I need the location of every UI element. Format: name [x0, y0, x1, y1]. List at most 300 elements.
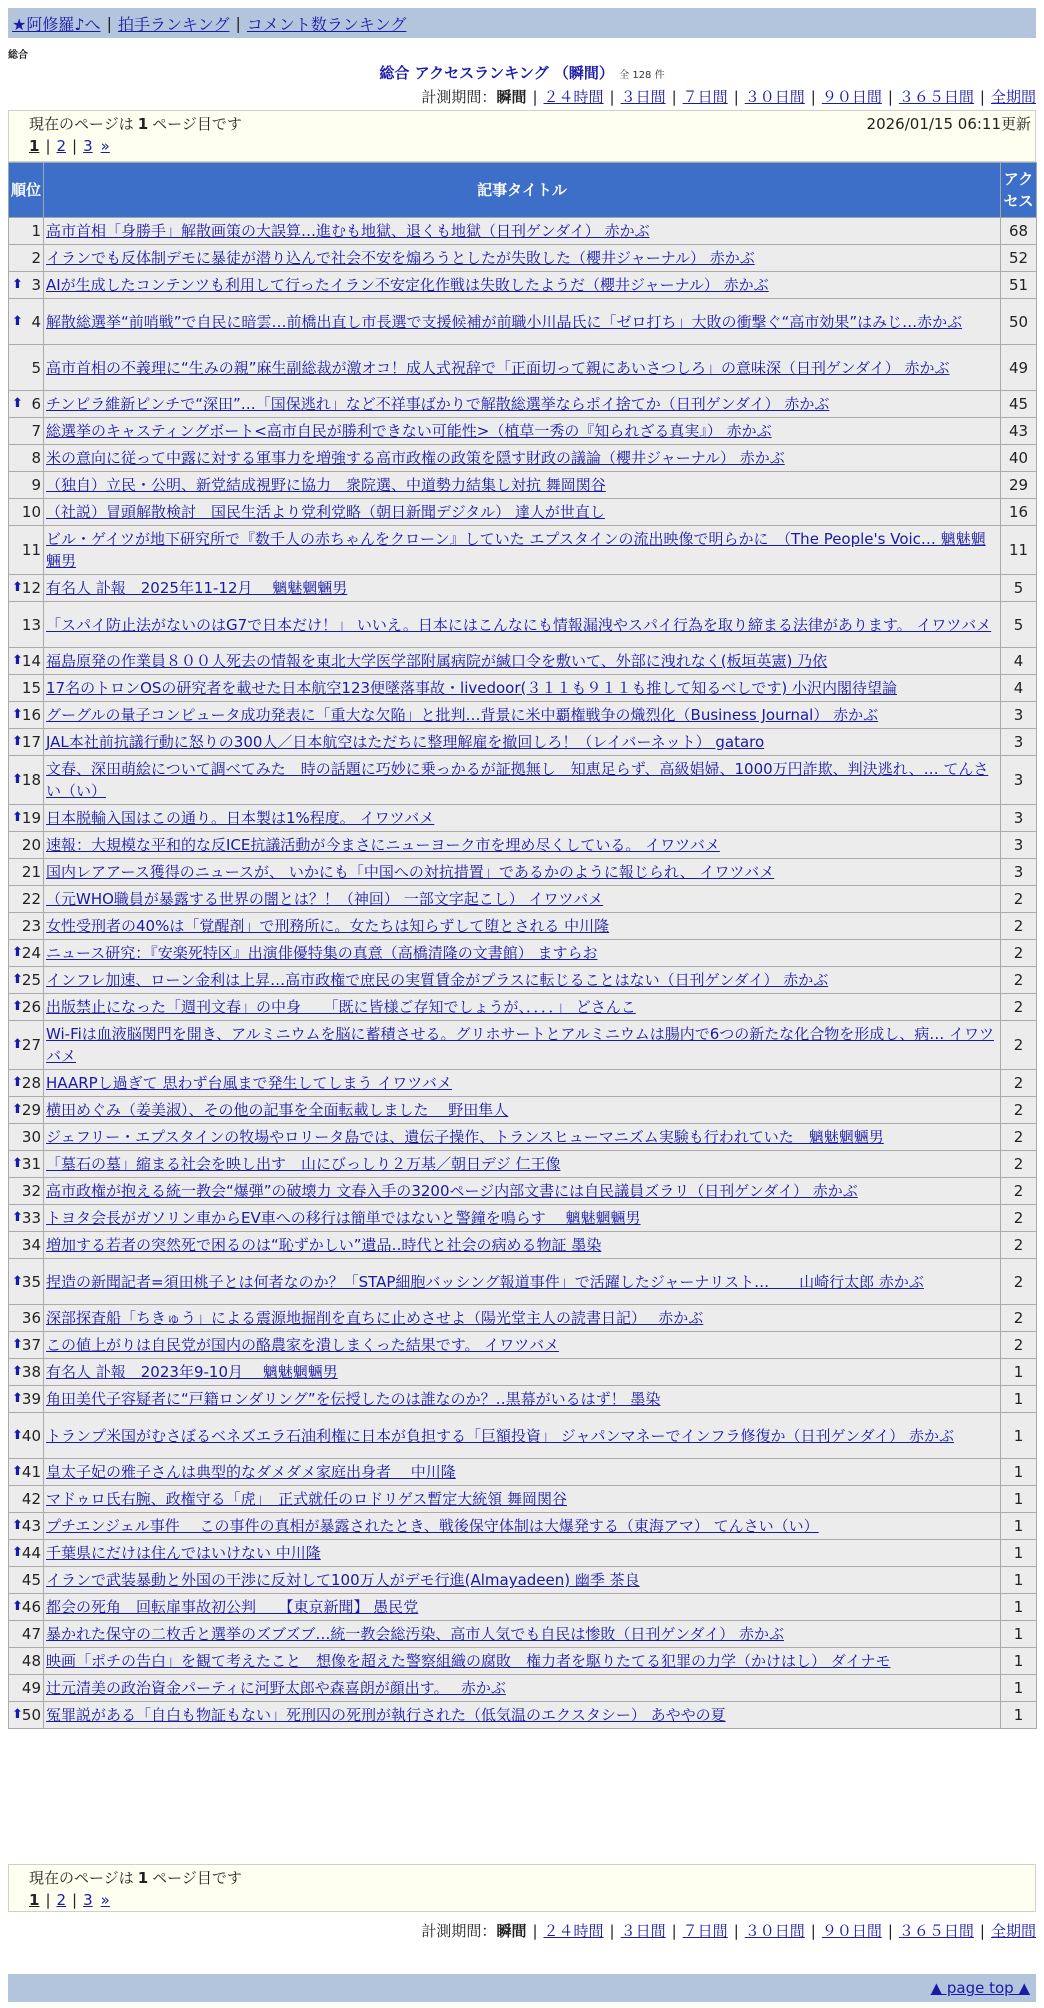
article-link[interactable]: ジェフリー・エプスタインの牧場やロリータ島では、遺伝子操作、トランスヒューマニズム実験も行われていた 魑魅魍魎男: [46, 1128, 884, 1146]
period-link[interactable]: ９０日間: [821, 88, 882, 106]
current-page: 1: [29, 137, 40, 155]
article-link[interactable]: 高市首相「身勝手」解散画策の大誤算…進むも地獄、退くも地獄（日刊ゲンダイ） 赤かぶ: [46, 222, 650, 240]
rank-number: 41: [21, 1463, 41, 1481]
rank-up-arrow-icon: ⬆: [12, 396, 23, 411]
ranking-title: 総合 アクセスランキング （瞬間）: [379, 64, 614, 82]
rank-cell: [9, 1124, 44, 1151]
rank-number: 28: [21, 1074, 41, 1092]
table-row: [9, 1097, 1037, 1124]
article-link[interactable]: 高市首相の不義理に“生みの親”麻生副総裁が激オコ！成人式祝辞で「正面切って親にあいさつしろ」の意味深（日刊ゲンダイ） 赤かぶ: [46, 358, 950, 377]
rank-cell: [9, 1513, 44, 1540]
rank-cell: [9, 1413, 44, 1459]
period-link[interactable]: ３６５日間: [898, 1922, 974, 1940]
article-link[interactable]: プチエンジェル事件 この事件の真相が暴露されたとき、戦後保守体制は大爆発する（東海アマ） てんさい（い）: [46, 1517, 819, 1535]
rank-number: 26: [21, 998, 41, 1016]
page-status-suffix: ページ目です: [152, 1869, 242, 1887]
title-cell: [44, 729, 1001, 756]
rank-cell: [9, 391, 44, 418]
page-separator: |: [45, 137, 51, 155]
title-cell: [44, 1459, 1001, 1486]
rank-cell: [9, 967, 44, 994]
page-status-number: 1: [137, 1869, 149, 1887]
rank-cell: [9, 472, 44, 499]
article-link[interactable]: 皇太子妃の雅子さんは典型的なダメダメ家庭出身者 中川隆: [46, 1463, 456, 1481]
title-cell: [44, 445, 1001, 472]
access-count: 1: [1001, 1413, 1037, 1459]
rank-cell: [9, 913, 44, 940]
rank-cell: [9, 418, 44, 445]
rank-number: 30: [21, 1128, 41, 1146]
rank-cell: [9, 499, 44, 526]
page-link[interactable]: 2: [56, 1891, 67, 1909]
article-link[interactable]: 都会の死角 回転扉事故初公判 【東京新聞】 愚民党: [46, 1598, 419, 1616]
article-link[interactable]: JAL本社前抗議行動に怒りの300人／日本航空はただちに整理解雇を撤回しろ！（レイバーネット） gataro: [46, 733, 765, 751]
table-row: [9, 472, 1037, 499]
access-count: 1: [1001, 1675, 1037, 1702]
access-count: 2: [1001, 886, 1037, 913]
article-link[interactable]: チンピラ維新ピンチで“深田”…「国保逃れ」など不祥事ばかりで解散総選挙ならポイ捨てか（日刊ゲンダイ） 赤かぶ: [46, 395, 830, 413]
article-link[interactable]: グーグルの量子コンピュータ成功発表に「重大な欠陥」と批判…背景に米中覇権戦争の熾烈化（Business Journal） 赤かぶ: [46, 706, 879, 724]
table-row: [9, 1021, 1037, 1070]
applause-ranking-link[interactable]: 拍手ランキング: [117, 14, 230, 34]
article-link[interactable]: 「スパイ防止法がないのはG7で日本だけ！」 いいえ。日本にはこんなにも情報漏洩やスパイ行為を取り締まる法律があります。 イワツバメ: [46, 615, 992, 634]
access-count: 1: [1001, 1594, 1037, 1621]
article-link[interactable]: マドゥロ氏右腕、政権守る「虎」 正式就任のロドリゲス暫定大統領 舞岡関谷: [46, 1490, 567, 1508]
title-cell: [44, 1413, 1001, 1459]
table-row: [9, 245, 1037, 272]
rank-cell: [9, 299, 44, 345]
rank-up-arrow-icon: ⬆: [12, 945, 23, 960]
title-cell: [44, 472, 1001, 499]
rank-number: 1: [31, 222, 41, 240]
rank-cell: [9, 648, 44, 675]
article-link[interactable]: HAARPし過ぎて 思わず台風まで発生してしまう イワツバメ: [46, 1074, 452, 1092]
rank-number: 40: [21, 1426, 41, 1445]
table-row: [9, 702, 1037, 729]
page-top-link[interactable]: ▲ page top ▲: [930, 1979, 1030, 1997]
table-row: [9, 218, 1037, 245]
article-link[interactable]: AIが生成したコンテンツも利用して行ったイラン不安定化作戦は失敗したようだ（櫻井ジャーナル） 赤かぶ: [46, 276, 769, 294]
period-link[interactable]: 全期間: [990, 1922, 1036, 1940]
access-count: 2: [1001, 1332, 1037, 1359]
title-cell: [44, 648, 1001, 675]
page-status: [29, 1867, 1035, 1888]
rank-cell: [9, 445, 44, 472]
table-row: [9, 345, 1037, 391]
rank-cell: [9, 1594, 44, 1621]
rank-up-arrow-icon: ⬆: [12, 1545, 23, 1560]
rank-up-arrow-icon: ⬆: [12, 1599, 23, 1614]
current-page: 1: [29, 1891, 40, 1909]
rank-cell: [9, 940, 44, 967]
period-separator: |: [733, 1922, 739, 1940]
period-separator: |: [609, 1922, 615, 1940]
table-row: [9, 602, 1037, 648]
access-count: 2: [1001, 1232, 1037, 1259]
period-current: 瞬間: [496, 88, 527, 106]
title-cell: [44, 756, 1001, 805]
title-cell: [44, 1486, 1001, 1513]
access-count: 3: [1001, 805, 1037, 832]
article-link[interactable]: 深部探査船「ちきゅう」による震源地掘削を直ちに止めさせよ（陽光堂主人の読書日記） 赤かぶ: [46, 1309, 704, 1327]
title-cell: [44, 1021, 1001, 1070]
article-link[interactable]: 角田美代子容疑者に“戸籍ロンダリング”を伝授したのは誰なのか？‥黒幕がいるはず！ 墨染: [46, 1390, 661, 1408]
article-link[interactable]: 速報：大規模な平和的な反ICE抗議活動が今まさにニューヨーク市を埋め尽くしている。 イワツバメ: [46, 836, 720, 854]
rank-cell: [9, 526, 44, 575]
table-row: [9, 1386, 1037, 1413]
page-link[interactable]: 2: [56, 137, 67, 155]
rank-up-arrow-icon: ⬆: [12, 580, 23, 595]
period-label: 計測期間：: [421, 88, 497, 106]
period-separator: |: [532, 1922, 538, 1940]
period-link[interactable]: ３日間: [620, 88, 666, 106]
ranking-body: [9, 218, 1037, 1729]
access-count: 3: [1001, 729, 1037, 756]
table-row: [9, 1413, 1037, 1459]
page-status-prefix: 現在のページは: [29, 1869, 134, 1887]
rank-up-arrow-icon: ⬆: [12, 1464, 23, 1479]
article-link[interactable]: イランでも反体制デモに暴徒が潜り込んで社会不安を煽ろうとしたが失敗した（櫻井ジャーナル） 赤かぶ: [46, 249, 755, 267]
article-link[interactable]: 辻元清美の政治資金パーティに河野太郎や森喜朗が顔出す。 赤かぶ: [46, 1679, 506, 1697]
access-count: 2: [1001, 1097, 1037, 1124]
access-count: 2: [1001, 967, 1037, 994]
article-link[interactable]: 有名人 訃報 2023年9-10月 魑魅魍魎男: [46, 1363, 338, 1381]
rank-number: 20: [21, 836, 41, 854]
period-selector-top: [421, 86, 1036, 107]
rank-cell: [9, 1332, 44, 1359]
rank-number: 15: [21, 679, 41, 697]
article-link[interactable]: 米の意向に従って中露に対する軍事力を増強する高市政権の政策を隠す財政の議論（櫻井ジャーナル） 赤かぶ: [46, 449, 785, 467]
rank-cell: [9, 1070, 44, 1097]
period-separator: |: [887, 1922, 893, 1940]
period-separator: |: [532, 88, 538, 106]
title-cell: [44, 1305, 1001, 1332]
page-status-suffix: ページ目です: [152, 115, 242, 133]
title-cell: [44, 299, 1001, 345]
rank-cell: [9, 1459, 44, 1486]
table-row: [9, 1259, 1037, 1305]
period-separator: |: [979, 1922, 985, 1940]
rank-number: 11: [21, 541, 41, 559]
rank-cell: [9, 1386, 44, 1413]
rank-number: 44: [21, 1544, 41, 1562]
rank-cell: [9, 1151, 44, 1178]
rank-cell: [9, 1097, 44, 1124]
access-count: 29: [1001, 472, 1037, 499]
title-cell: [44, 832, 1001, 859]
access-count: 45: [1001, 391, 1037, 418]
access-count: 11: [1001, 526, 1037, 575]
total-count: 全 128 件: [619, 70, 665, 81]
rank-cell: [9, 602, 44, 648]
article-link[interactable]: 福島原発の作業員８００人死去の情報を東北大学医学部附属病院が緘口令を敷いて、外部に洩れなく(板垣英憲) 乃依: [46, 652, 828, 670]
footer-bar: [8, 1974, 1036, 2002]
table-row: [9, 675, 1037, 702]
rank-cell: [9, 859, 44, 886]
access-count: 3: [1001, 702, 1037, 729]
title-cell: [44, 940, 1001, 967]
page-link[interactable]: 3: [83, 1891, 93, 1909]
table-row: [9, 1594, 1037, 1621]
article-link[interactable]: 暴かれた保守の二枚舌と選挙のズブズブ…統一教会総汚染、高市人気でも自民は惨敗（日刊ゲンダイ） 赤かぶ: [46, 1625, 784, 1643]
article-link[interactable]: この値上がりは自民党が国内の酪農家を潰しまくった結果です。 イワツバメ: [46, 1336, 559, 1354]
table-row: [9, 1702, 1037, 1729]
rank-up-arrow-icon: ⬆: [12, 277, 23, 292]
period-separator: |: [887, 88, 893, 106]
article-link[interactable]: 千葉県にだけは住んではいけない 中川隆: [46, 1544, 321, 1562]
access-count: 2: [1001, 1259, 1037, 1305]
rank-number: 43: [21, 1517, 41, 1535]
title-cell: [44, 702, 1001, 729]
access-count: 2: [1001, 994, 1037, 1021]
table-row: [9, 391, 1037, 418]
table-row: [9, 805, 1037, 832]
article-link[interactable]: 17名のトロンOSの研究者を載せた日本航空123便墜落事故・livedoor(３１１も９１１も推して知るべしです) 小沢内閣待望論: [46, 679, 898, 697]
table-row: [9, 1567, 1037, 1594]
rank-number: 49: [21, 1679, 41, 1697]
article-link[interactable]: 高市政権が抱える統一教会“爆弾”の破壊力 文春入手の3200ページ内部文書には自民議員ズラリ（日刊ゲンダイ） 赤かぶ: [46, 1182, 858, 1200]
access-count: 2: [1001, 1124, 1037, 1151]
rank-number: 29: [21, 1101, 41, 1119]
rank-cell: [9, 1259, 44, 1305]
rank-number: 36: [21, 1309, 41, 1327]
rank-number: 47: [21, 1625, 41, 1643]
table-row: [9, 1675, 1037, 1702]
title-cell: [44, 602, 1001, 648]
access-count: 1: [1001, 1359, 1037, 1386]
rank-number: 5: [31, 358, 41, 377]
table-row: [9, 940, 1037, 967]
rank-number: 13: [21, 615, 41, 634]
title-cell: [44, 1648, 1001, 1675]
article-link[interactable]: 国内レアアース獲得のニュースが、 いかにも「中国への対抗措置」であるかのように報じられ、 イワツバメ: [46, 863, 775, 881]
rank-number: 39: [21, 1390, 41, 1408]
table-row: [9, 967, 1037, 994]
table-row: [9, 1332, 1037, 1359]
rank-up-arrow-icon: ⬆: [12, 1102, 23, 1117]
article-link[interactable]: トヨタ会長がガソリン車からEV車への移行は簡単ではないと警鐘を鳴らす 魑魅魍魎男: [46, 1209, 641, 1227]
article-link[interactable]: 増加する若者の突然死で困るのは“恥ずかしい”遺品‥時代と社会の病める物証 墨染: [46, 1236, 602, 1254]
article-link[interactable]: 女性受刑者の40%は「覚醒剤」で刑務所に。女たちは知らずして堕とされる 中川隆: [46, 917, 610, 935]
rank-up-arrow-icon: ⬆: [12, 1337, 23, 1352]
rank-cell: [9, 1540, 44, 1567]
article-link[interactable]: 冤罪説がある「自白も物証もない」死刑囚の死刑が執行された（低気温のエクスタシー） あややの夏: [46, 1706, 726, 1724]
comment-ranking-link[interactable]: コメント数ランキング: [246, 14, 407, 34]
access-count: 5: [1001, 575, 1037, 602]
article-link[interactable]: ニュース研究：『安楽死特区』出演俳優特集の真意（高橋清隆の文書館） ますらお: [46, 944, 598, 962]
rank-up-arrow-icon: ⬆: [12, 1037, 23, 1052]
period-link[interactable]: ７日間: [682, 88, 728, 106]
period-link[interactable]: ９０日間: [821, 1922, 882, 1940]
article-link[interactable]: 出版禁止になった「週刊文春」の中身 「既に皆様ご存知でしょうが、．．．．」 どさんこ: [46, 998, 636, 1016]
rank-cell: [9, 886, 44, 913]
article-link[interactable]: 文春、深田萌絵について調べてみた 時の話題に巧妙に乗っかるが証拠無し 知恵足らず、高級娼婦、1000万円詐欺、判決逃れ、… てんさい（い）: [46, 760, 989, 800]
access-count: 4: [1001, 648, 1037, 675]
page-links: [29, 1891, 1035, 1909]
period-link[interactable]: ３日間: [620, 1922, 666, 1940]
rank-number: 50: [21, 1706, 41, 1724]
access-count: 1: [1001, 1702, 1037, 1729]
article-link[interactable]: 横田めぐみ（姜美淑）、その他の記事を全面転載しました 野田隼人: [46, 1101, 509, 1119]
article-link[interactable]: 解散総選挙“前哨戦”で自民に暗雲…前橋出直し市長選で支援候補が前職小川晶氏に「ゼロ打ち」大敗の衝撃ぐ“高市効果”はみじ…赤かぶ: [46, 312, 963, 331]
table-row: [9, 499, 1037, 526]
period-current: 瞬間: [496, 1922, 527, 1940]
access-count: 1: [1001, 1459, 1037, 1486]
home-link[interactable]: ★阿修羅♪へ: [12, 14, 101, 34]
rank-number: 45: [21, 1571, 41, 1589]
rank-number: 4: [31, 312, 41, 331]
period-separator: |: [810, 88, 816, 106]
title-cell: [44, 1097, 1001, 1124]
title-cell: [44, 391, 1001, 418]
article-link[interactable]: （独自）立民・公明、新党結成視野に協力 衆院選、中道勢力結集し対抗 舞岡関谷: [46, 476, 606, 494]
title-cell: [44, 1540, 1001, 1567]
rank-cell: [9, 218, 44, 245]
access-count: 1: [1001, 1540, 1037, 1567]
article-link[interactable]: 総選挙のキャスティングボート<高市自民が勝利できない可能性>（植草一秀の『知られざる真実』） 赤かぶ: [46, 422, 772, 440]
article-link[interactable]: イランで武装暴動と外国の干渉に反対して100万人がデモ行進(Almayadeen) 幽季 茶良: [46, 1571, 640, 1589]
rank-cell: [9, 729, 44, 756]
period-link[interactable]: ３６５日間: [898, 88, 974, 106]
rank-cell: [9, 1178, 44, 1205]
page-links: [29, 137, 1035, 155]
rank-number: 34: [21, 1236, 41, 1254]
title-cell: [44, 575, 1001, 602]
rank-number: 3: [31, 276, 41, 294]
access-count: 1: [1001, 1486, 1037, 1513]
title-cell: [44, 272, 1001, 299]
rank-cell: [9, 272, 44, 299]
article-link[interactable]: 捏造の新聞記者=須田桃子とは何者なのか？「STAP細胞バッシング報道事件」で活躍したジャーナリスト… 山崎行太郎 赤かぶ: [46, 1272, 924, 1291]
period-link[interactable]: ２４時間: [543, 88, 604, 106]
table-row: [9, 526, 1037, 575]
table-row: [9, 1151, 1037, 1178]
next-page-link[interactable]: »: [100, 137, 110, 155]
title-cell: [44, 218, 1001, 245]
rank-cell: [9, 1232, 44, 1259]
page-separator: |: [72, 1891, 78, 1909]
rank-number: 23: [21, 917, 41, 935]
rank-cell: [9, 805, 44, 832]
pager-bottom: [8, 1864, 1036, 1912]
rank-up-arrow-icon: ⬆: [12, 1273, 23, 1289]
access-count: 1: [1001, 1648, 1037, 1675]
period-link[interactable]: 全期間: [990, 88, 1036, 106]
table-row: [9, 299, 1037, 345]
nav-separator: |: [106, 13, 112, 33]
access-count: 1: [1001, 1621, 1037, 1648]
period-separator: |: [671, 1922, 677, 1940]
rank-up-arrow-icon: ⬆: [12, 972, 23, 987]
title-cell: [44, 245, 1001, 272]
rank-up-arrow-icon: ⬆: [12, 999, 23, 1014]
rank-up-arrow-icon: ⬆: [12, 1427, 23, 1443]
rank-number: 18: [21, 771, 41, 789]
table-row: [9, 1178, 1037, 1205]
access-count: 51: [1001, 272, 1037, 299]
access-count: 1: [1001, 1386, 1037, 1413]
table-row: [9, 886, 1037, 913]
access-count: 3: [1001, 756, 1037, 805]
access-count: 2: [1001, 1070, 1037, 1097]
table-row: [9, 1232, 1037, 1259]
rank-up-arrow-icon: ⬆: [12, 1391, 23, 1406]
article-link[interactable]: （元WHO職員が暴露する世界の闇とは？！（神回） 一部文字起こし） イワツバメ: [46, 890, 604, 908]
rank-up-arrow-icon: ⬆: [12, 1707, 23, 1722]
rank-cell: [9, 994, 44, 1021]
access-count: 2: [1001, 1021, 1037, 1070]
rank-number: 25: [21, 971, 41, 989]
rank-cell: [9, 1205, 44, 1232]
table-row: [9, 729, 1037, 756]
article-link[interactable]: 日本脱輸入国はこの通り。日本製は1%程度。 イワツバメ: [46, 809, 435, 827]
table-row: [9, 1459, 1037, 1486]
article-link[interactable]: 「墓石の墓」縮まる社会を映し出す 山にびっしり２万基／朝日デジ 仁王像: [46, 1155, 561, 1173]
article-link[interactable]: （社説）冒頭解散検討 国民生活より党利党略（朝日新聞デジタル） 達人が世直し: [46, 503, 605, 521]
article-link[interactable]: Wi-Fiは血液脳関門を開き、アルミニウムを脳に蓄積させる。グリホサートとアルミニウムは腸内で6つの新たな化合物を形成し、病… イワツバメ: [46, 1025, 995, 1065]
article-link[interactable]: インフレ加速、ローン金利は上昇…高市政権で庶民の実質賃金がプラスに転じることはない（日刊ゲンダイ） 赤かぶ: [46, 971, 829, 989]
period-link[interactable]: ２４時間: [543, 1922, 604, 1940]
title-cell: [44, 1259, 1001, 1305]
rank-cell: [9, 832, 44, 859]
rank-number: 14: [21, 652, 41, 670]
rank-number: 24: [21, 944, 41, 962]
title-cell: [44, 1205, 1001, 1232]
rank-number: 22: [21, 890, 41, 908]
table-row: [9, 913, 1037, 940]
page-title: [0, 62, 1044, 83]
article-link[interactable]: ビル・ゲイツが地下研究所で『数千人の赤ちゃんをクローン』していた エプスタインの流出映像で明らかに （The People's Voic… 魑魅魍魎男: [46, 530, 986, 570]
page-link[interactable]: 3: [83, 137, 93, 155]
table-header-row: [9, 163, 1037, 218]
rank-cell: [9, 1305, 44, 1332]
col-access-header: アクセス: [1001, 163, 1037, 218]
rank-number: 27: [21, 1036, 41, 1054]
next-page-link[interactable]: »: [100, 1891, 110, 1909]
article-link[interactable]: 映画「ポチの告白」を観て考えたこと 想像を超えた警察組織の腐敗 権力者を駆りたてる犯罪の力学（かけはし） ダイナモ: [46, 1652, 891, 1670]
table-row: [9, 1648, 1037, 1675]
rank-cell: [9, 245, 44, 272]
ranking-table: [8, 162, 1037, 1729]
period-link[interactable]: ３０日間: [744, 1922, 805, 1940]
table-row: [9, 1540, 1037, 1567]
title-cell: [44, 675, 1001, 702]
title-cell: [44, 967, 1001, 994]
access-count: 1: [1001, 1567, 1037, 1594]
title-cell: [44, 1332, 1001, 1359]
article-link[interactable]: 有名人 訃報 2025年11-12月 魑魅魍魎男: [46, 579, 348, 597]
rank-number: 42: [21, 1490, 41, 1508]
table-row: [9, 1124, 1037, 1151]
period-separator: |: [671, 88, 677, 106]
period-link[interactable]: ７日間: [682, 1922, 728, 1940]
rank-cell: [9, 1648, 44, 1675]
period-link[interactable]: ３０日間: [744, 88, 805, 106]
title-cell: [44, 1178, 1001, 1205]
table-row: [9, 445, 1037, 472]
title-cell: [44, 1567, 1001, 1594]
rank-number: 31: [21, 1155, 41, 1173]
rank-cell: [9, 1359, 44, 1386]
rank-number: 6: [31, 395, 41, 413]
nav-separator: |: [235, 13, 241, 33]
access-count: 2: [1001, 1178, 1037, 1205]
rank-cell: [9, 1621, 44, 1648]
title-cell: [44, 1359, 1001, 1386]
category-label: 総合: [8, 50, 28, 61]
top-nav-bar: [8, 8, 1036, 38]
article-link[interactable]: トランプ米国がむさぼるベネズエラ石油利権に日本が負担する「巨額投資」 ジャパンマネーでインフラ修復か（日刊ゲンダイ） 赤かぶ: [46, 1426, 955, 1445]
